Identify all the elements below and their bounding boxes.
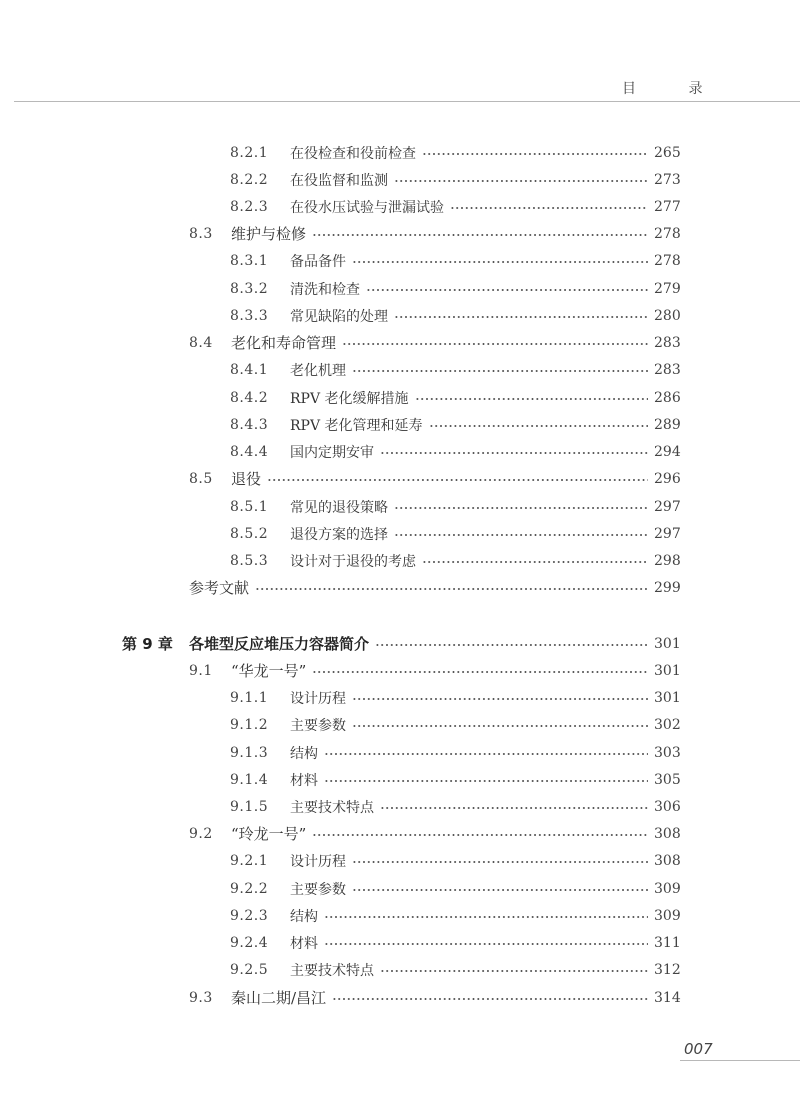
toc-entry-title: 常见的退役策略 [290, 499, 388, 516]
toc-entry-page: 301 [654, 662, 681, 679]
toc-entry-page: 308 [654, 825, 681, 842]
toc-entry-number: 8.4.4 [230, 443, 269, 460]
toc-entry-title: 国内定期安审 [290, 444, 374, 461]
toc-entry-number: 9.1 [189, 662, 213, 679]
dot-leader [312, 834, 648, 836]
toc-entry-number: 9.1.5 [230, 798, 269, 815]
toc-entry-number: 9.2.4 [230, 934, 269, 951]
toc-entry-title: 在役监督和监测 [290, 172, 388, 189]
toc-entry[interactable] [0, 766, 800, 793]
toc-entry[interactable] [0, 139, 800, 166]
toc-entry[interactable] [0, 684, 800, 711]
toc-entry[interactable] [0, 438, 800, 465]
toc-entry-number: 9.1.1 [230, 689, 269, 706]
toc-entry-title: 秦山二期/昌江 [231, 989, 327, 1007]
toc-entry-number: 8.4.1 [230, 361, 269, 378]
toc-entry-title: 材料 [290, 772, 318, 789]
toc-entry[interactable] [0, 875, 800, 902]
toc-entry[interactable] [0, 820, 800, 847]
dot-leader [394, 507, 648, 509]
toc-entry-title: 维护与检修 [231, 225, 307, 243]
dot-leader [352, 889, 648, 891]
dot-leader [380, 452, 648, 454]
toc-entry-page: 265 [654, 144, 681, 161]
toc-entry-page: 302 [654, 716, 681, 733]
toc-entry[interactable] [0, 465, 800, 492]
toc-entry-page: 309 [654, 907, 681, 924]
toc-entry-title: 退役方案的选择 [290, 526, 388, 543]
header-title: 目 录 [622, 81, 727, 97]
toc-entry-number: 8.5.1 [230, 498, 269, 515]
toc-entry-title: 在役水压试验与泄漏试验 [290, 199, 444, 216]
dot-leader [342, 343, 648, 345]
dot-leader [394, 534, 648, 536]
toc-entry-page: 308 [654, 852, 681, 869]
toc-entry-number: 8.3 [189, 225, 213, 242]
dot-leader [380, 970, 648, 972]
toc-entry-title: 材料 [290, 935, 318, 952]
toc-entry-number: 8.4 [189, 334, 213, 351]
toc-entry-page: 301 [654, 689, 681, 706]
toc-entry-title: 老化和寿命管理 [231, 334, 337, 352]
toc-entry-title: 主要参数 [290, 881, 346, 898]
toc-entry[interactable] [0, 630, 800, 657]
dot-leader [324, 753, 648, 755]
toc-entry-title: 设计历程 [290, 690, 346, 707]
dot-leader [267, 479, 648, 481]
toc-entry-title: 设计历程 [290, 853, 346, 870]
dot-leader [415, 398, 648, 400]
toc-entry-page: 277 [654, 198, 681, 215]
toc-entry-number: 8.2.1 [230, 144, 269, 161]
toc-entry-page: 298 [654, 552, 681, 569]
toc-entry-number: 9.1.3 [230, 744, 269, 761]
chapter-number: 第 9 章 [122, 635, 173, 653]
toc-entry-page: 305 [654, 771, 681, 788]
toc-entry-title: 在役检查和役前检查 [290, 145, 416, 162]
toc-entry[interactable] [0, 711, 800, 738]
dot-leader [380, 807, 648, 809]
dot-leader [324, 780, 648, 782]
dot-leader [422, 561, 648, 563]
toc-entry[interactable] [0, 356, 800, 383]
toc-entry-title: 退役 [231, 470, 262, 488]
toc-entry-title: 结构 [290, 745, 318, 762]
toc-entry[interactable] [0, 547, 800, 574]
toc-entry-number: 8.3.2 [230, 280, 269, 297]
toc-entry-number: 9.1.2 [230, 716, 269, 733]
toc-entry-number: 9.2.3 [230, 907, 269, 924]
dot-leader [352, 861, 648, 863]
toc-entry-page: 296 [654, 470, 681, 487]
toc-entry-number: 8.5.3 [230, 552, 269, 569]
dot-leader [352, 725, 648, 727]
toc-entry-page: 286 [654, 389, 681, 406]
toc-entry[interactable] [0, 574, 800, 601]
dot-leader [324, 916, 648, 918]
toc-entry-page: 294 [654, 443, 681, 460]
toc-entry-page: 289 [654, 416, 681, 433]
toc-entry[interactable] [0, 329, 800, 356]
toc-entry-page: 306 [654, 798, 681, 815]
dot-leader [352, 370, 648, 372]
toc-entry-number: 8.4.2 [230, 389, 269, 406]
toc-entry-number: 8.3.1 [230, 252, 269, 269]
dot-leader [312, 234, 648, 236]
dot-leader [352, 261, 648, 263]
toc-entry-title: 参考文献 [189, 579, 250, 597]
toc-entry-number: 9.1.4 [230, 771, 269, 788]
toc-entry-page: 297 [654, 525, 681, 542]
toc-entry-page: 279 [654, 280, 681, 297]
dot-leader [394, 180, 648, 182]
toc-entry-number: 9.2.2 [230, 880, 269, 897]
toc-entry[interactable] [0, 493, 800, 520]
toc-entry[interactable] [0, 929, 800, 956]
footer-page-number: 007 [684, 1040, 713, 1058]
toc-entry-title: RPV 老化管理和延寿 [290, 417, 423, 434]
toc-entry-number: 8.5 [189, 470, 213, 487]
toc-entry-title: 主要技术特点 [290, 799, 374, 816]
toc-entry[interactable] [0, 220, 800, 247]
dot-leader [255, 588, 648, 590]
toc-entry-title: 结构 [290, 908, 318, 925]
toc-entry-number: 8.5.2 [230, 525, 269, 542]
toc-entry[interactable] [0, 956, 800, 983]
toc-entry[interactable] [0, 302, 800, 329]
toc-entry[interactable] [0, 384, 800, 411]
toc-entry[interactable] [0, 847, 800, 874]
toc-entry-title: “玲龙一号” [231, 825, 307, 843]
toc-entry[interactable] [0, 902, 800, 929]
dot-leader [332, 998, 648, 1000]
toc-entry-title: 清洗和检查 [290, 281, 360, 298]
toc-entry[interactable] [0, 275, 800, 302]
dot-leader [312, 671, 648, 673]
toc-entry-number: 9.2 [189, 825, 213, 842]
footer-divider [680, 1060, 800, 1061]
toc-entry-page: 273 [654, 171, 681, 188]
toc-entry[interactable] [0, 520, 800, 547]
toc-entry-number: 8.2.2 [230, 171, 269, 188]
toc-entry-title: 设计对于退役的考虑 [290, 553, 416, 570]
toc-entry[interactable] [0, 984, 800, 1011]
dot-leader [352, 698, 648, 700]
dot-leader [422, 153, 648, 155]
toc-entry-page: 311 [654, 934, 681, 951]
toc-entry-title: 老化机理 [290, 362, 346, 379]
toc-entry-page: 312 [654, 961, 681, 978]
toc-entry-number: 8.3.3 [230, 307, 269, 324]
toc-entry[interactable] [0, 166, 800, 193]
toc-entry-page: 297 [654, 498, 681, 515]
toc-entry-page: 280 [654, 307, 681, 324]
dot-leader [450, 207, 648, 209]
dot-leader [375, 644, 648, 646]
toc-entry-number: 8.4.3 [230, 416, 269, 433]
toc-entry-number: 8.2.3 [230, 198, 269, 215]
toc-entry-page: 303 [654, 744, 681, 761]
toc-entry-title: 主要参数 [290, 717, 346, 734]
toc-entry-title: 主要技术特点 [290, 962, 374, 979]
dot-leader [429, 425, 648, 427]
toc-entry-title: 各堆型反应堆压力容器简介 [189, 635, 370, 653]
toc-entry-title: “华龙一号” [231, 662, 307, 680]
toc-entry[interactable] [0, 247, 800, 274]
toc-entry[interactable] [0, 739, 800, 766]
header-divider [14, 101, 800, 102]
toc-entry-title: 备品备件 [290, 253, 346, 270]
toc-entry-page: 283 [654, 361, 681, 378]
toc-entry-page: 314 [654, 989, 681, 1006]
toc-entry[interactable] [0, 411, 800, 438]
dot-leader [324, 943, 648, 945]
toc-entry-page: 309 [654, 880, 681, 897]
dot-leader [394, 316, 648, 318]
toc-entry-page: 278 [654, 225, 681, 242]
toc-entry-number: 9.3 [189, 989, 213, 1006]
toc-entry-title: RPV 老化缓解措施 [290, 390, 409, 407]
toc-entry[interactable] [0, 657, 800, 684]
toc-entry-page: 283 [654, 334, 681, 351]
toc-entry-number: 9.2.5 [230, 961, 269, 978]
toc-entry-title: 常见缺陷的处理 [290, 308, 388, 325]
toc-entry-number: 9.2.1 [230, 852, 269, 869]
toc-entry[interactable] [0, 793, 800, 820]
toc-entry[interactable] [0, 193, 800, 220]
toc-entry-page: 278 [654, 252, 681, 269]
toc-entry-page: 301 [654, 635, 681, 652]
dot-leader [366, 289, 648, 291]
toc-entry-page: 299 [654, 579, 681, 596]
